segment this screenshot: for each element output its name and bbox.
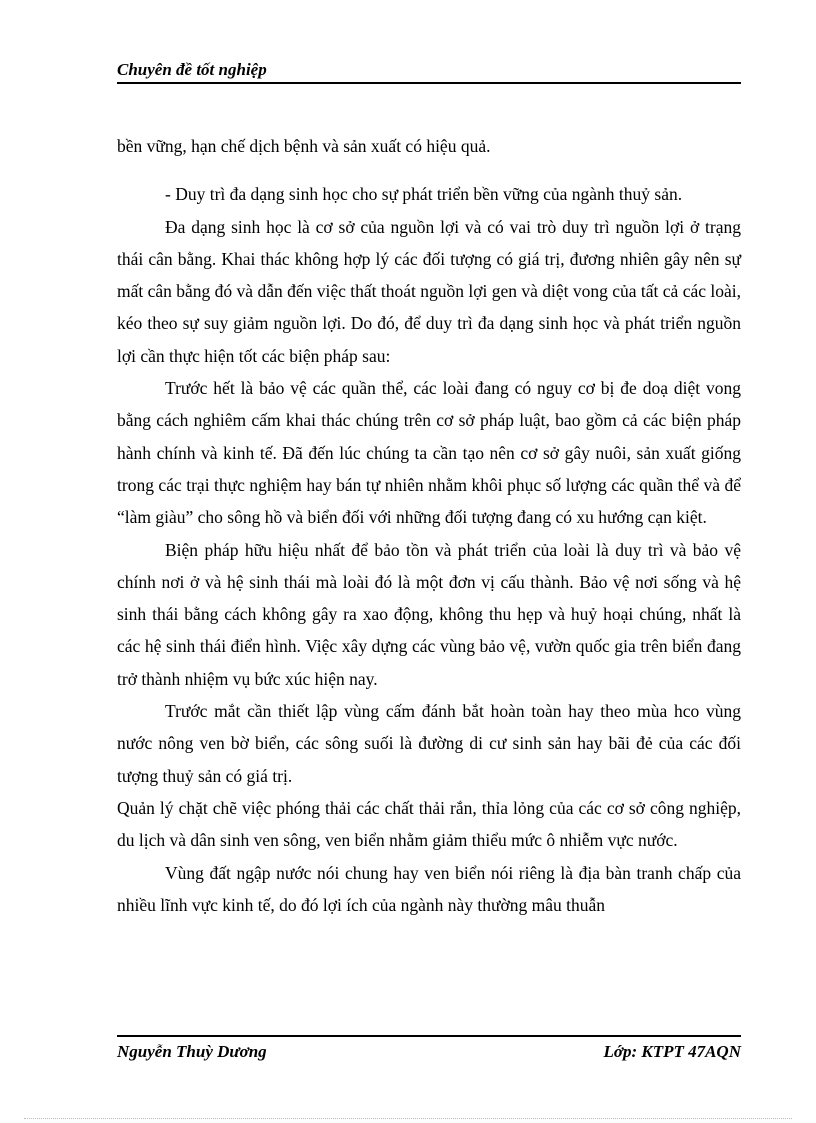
header-title: Chuyên đề tốt nghiệp: [117, 60, 267, 79]
paragraph-bullet: - Duy trì đa dạng sinh học cho sự phát triển bền vững của ngành thuỷ sản.: [165, 184, 683, 205]
page-bottom-border: [24, 1118, 792, 1119]
header-rule: [117, 82, 741, 84]
paragraph: Đa dạng sinh học là cơ sở của nguồn lợi và có vai trò duy trì nguồn lợi ở trạng thái cân bằng. Khai thác không hợp lý các đối tượng có giá trị, đương nhiên gây nên sự mất cân bằng đó và dẫn đến việc thất thoát nguồn lợi gen và diệt vong của tất cả các loài, kéo theo sự suy giảm nguồn lợi. Do đó, để duy trì đa dạng sinh học và phát triển nguồn lợi cần thực hiện tốt các biện pháp sau:: [117, 216, 741, 366]
paragraph: Trước mắt cần thiết lập vùng cấm đánh bắt hoàn toàn hay theo mùa hco vùng nước nông ven bờ biển, các sông suối là đường di cư sinh sản hay bãi đẻ của các đối tượng thuỷ sản có giá trị.: [117, 701, 741, 786]
footer-author: Nguyễn Thuỳ Dương: [117, 1042, 267, 1061]
paragraph: Biện pháp hữu hiệu nhất để bảo tồn và phát triển của loài là duy trì và bảo vệ chính nơi ở và hệ sinh thái mà loài đó là một đơn vị cấu thành. Bảo vệ nơi sống và hệ sinh thái bằng cách không gây ra xao động, không thu hẹp và huỷ hoại chúng, nhất là các hệ sinh thái điển hình. Việc xây dựng các vùng bảo vệ, vườn quốc gia trên biển đang trở thành nhiệm vụ bức xúc hiện nay.: [117, 539, 741, 689]
document-body: [117, 130, 741, 921]
paragraph: Trước hết là bảo vệ các quần thể, các loài đang có nguy cơ bị đe doạ diệt vong bằng cách nghiêm cấm khai thác chúng trên cơ sở pháp luật, bao gồm cả các biện pháp hành chính và kinh tế. Đã đến lúc chúng ta cần tạo nên cơ sở gây nuôi, sản xuất giống trong các trại thực nghiệm hay bán tự nhiên nhằm khôi phục số lượng các quần thể và để “làm giàu” cho sông hồ và biển đối với những đối tượng đang có xu hướng cạn kiệt.: [117, 378, 741, 528]
footer-rule: [117, 1035, 741, 1037]
paragraph-continuation: bền vững, hạn chế dịch bệnh và sản xuất có hiệu quả.: [117, 136, 491, 156]
footer-class: Lớp: KTPT 47AQN: [603, 1042, 741, 1061]
paragraph: Vùng đất ngập nước nói chung hay ven biển nói riêng là địa bàn tranh chấp của nhiều lĩnh vực kinh tế, do đó lợi ích của ngành này thường mâu thuẫn: [117, 862, 741, 915]
paragraph: Quản lý chặt chẽ việc phóng thải các chất thải rắn, thỉa lỏng của các cơ sở công nghiệp, du lịch và dân sinh ven sông, ven biển nhằm giảm thiểu mức ô nhiễm vực nước.: [117, 797, 741, 851]
footer: [117, 1042, 741, 1062]
